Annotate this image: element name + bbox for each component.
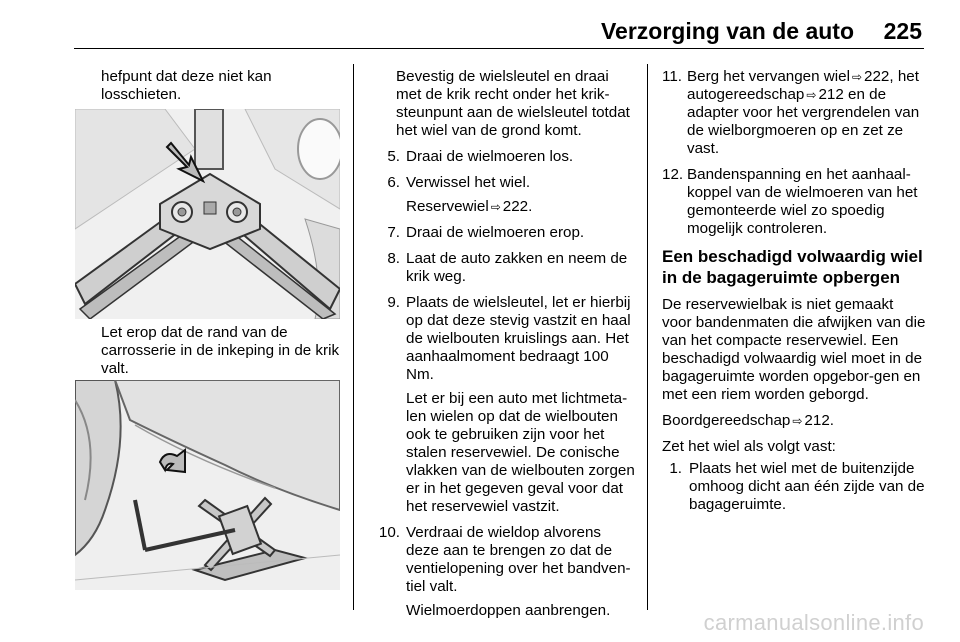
step-text: het autogereedschap [687, 68, 919, 103]
step-list [367, 148, 637, 620]
list-item [662, 460, 927, 514]
step-number: 1. [669, 460, 682, 477]
step-text: Berg het vervangen wiel [687, 68, 850, 85]
running-header-title: Verzorging van de auto [600, 18, 854, 44]
step-number: 10. [378, 524, 400, 541]
page-reference[interactable]: ⇨ 222, [850, 68, 894, 85]
column-1-intro [101, 68, 341, 104]
page-reference[interactable]: ⇨ 222. [489, 198, 533, 215]
figure-caption: Let erop dat de rand van de carrosserie in de inkeping in de krik valt. [101, 324, 340, 377]
step-4-continuation: Bevestig de wielsleutel en draai met de krik recht onder het krik-steunpunt aan de wielsleutel totdat het wiel van de grond komt. [396, 68, 630, 139]
step-text: Plaats de wielsleutel, let er hierbij op dat deze stevig vastzit en haal de wielbouten kruislings aan. Het aanhaalmoment bedraagt 100 Nm. [406, 294, 631, 383]
watermark: carmanualsonline.info [703, 610, 924, 635]
step-number: 5. [387, 148, 400, 165]
step-text: Draai de wielmoeren erop. [406, 224, 585, 241]
step-number: 12. [662, 166, 684, 183]
page-number: 225 [883, 18, 922, 44]
step-text: Laat de auto zakken en neem de krik weg. [406, 250, 628, 285]
page-reference[interactable]: ⇨ 212. [790, 412, 834, 429]
step-number: 6. [387, 174, 400, 191]
body-paragraph: De reservewielbak is niet gemaakt voor bandenmaten die afwijken van die van het compacte reservewiel. Een beschadigd volwaardig wiel moet in de bagageruimte worden opgebor-gen en met een riem worden geborgd. [662, 296, 926, 403]
step-number: 11. [662, 68, 682, 85]
body-paragraph-reference [662, 412, 927, 430]
section-heading: Een beschadigd volwaardig wiel in de bagageruimte opbergen [662, 247, 923, 287]
column-divider-right [647, 64, 648, 610]
list-item [367, 524, 637, 620]
step-subtext: Wielmoerdoppen aanbrengen. [406, 602, 611, 619]
column-divider-left [353, 64, 354, 610]
list-item [367, 174, 637, 216]
body-paragraph: Zet het wiel als volgt vast: [662, 438, 836, 455]
intro-text: hefpunt dat deze niet kan losschieten. [101, 68, 272, 103]
reference-label: Reservewiel [406, 198, 489, 215]
list-item [367, 250, 637, 286]
header-rule [74, 48, 924, 49]
step-list-continued [662, 68, 927, 238]
list-item [367, 294, 637, 516]
step-text: Verwissel het wiel. [406, 174, 531, 191]
reference-label: Boordgereedschap [662, 412, 791, 429]
jack-closeup-illustration [75, 109, 340, 319]
step-number: 7. [387, 224, 400, 241]
jack-placement-illustration [75, 380, 340, 590]
step-number: 8. [387, 250, 400, 267]
step-text: Bandenspanning en het aanhaal-koppel van de wielmoeren van het gemonteerde wiel zo spoedig mogelijk controleren. [687, 166, 918, 237]
sub-step-list [662, 460, 927, 514]
step-text-block [687, 68, 927, 158]
step-text: Plaats het wiel met de buitenzijde omhoog dicht aan één zijde van de bagageruimte. [689, 460, 925, 513]
column-2 [367, 68, 637, 628]
step-text: Verdraai de wieldop alvorens deze aan te brengen zo dat de ventielopening over het bandven-tiel valt. [406, 524, 631, 595]
column-3 [662, 68, 927, 522]
step-text: Draai de wielmoeren los. [406, 148, 574, 165]
step-subtext [406, 198, 637, 216]
list-item [662, 166, 927, 238]
page-reference[interactable]: ⇨ 212 en de adapter voor het vergrendelen van de wielborgmoeren op en zet ze vast. [687, 86, 919, 157]
list-item [662, 68, 927, 158]
list-item [367, 224, 637, 242]
step-number: 9. [387, 294, 400, 311]
column-1-caption [101, 324, 341, 378]
list-item [367, 148, 637, 166]
step-subtext: Let er bij een auto met lichtmeta-len wielen op dat de wielbouten ook te gebruiken zijn voor het stalen reservewiel. De conische vlakken van de wielbouten zorgen er in het gegeven geval voor dat het reservewiel vastzit. [406, 390, 635, 515]
